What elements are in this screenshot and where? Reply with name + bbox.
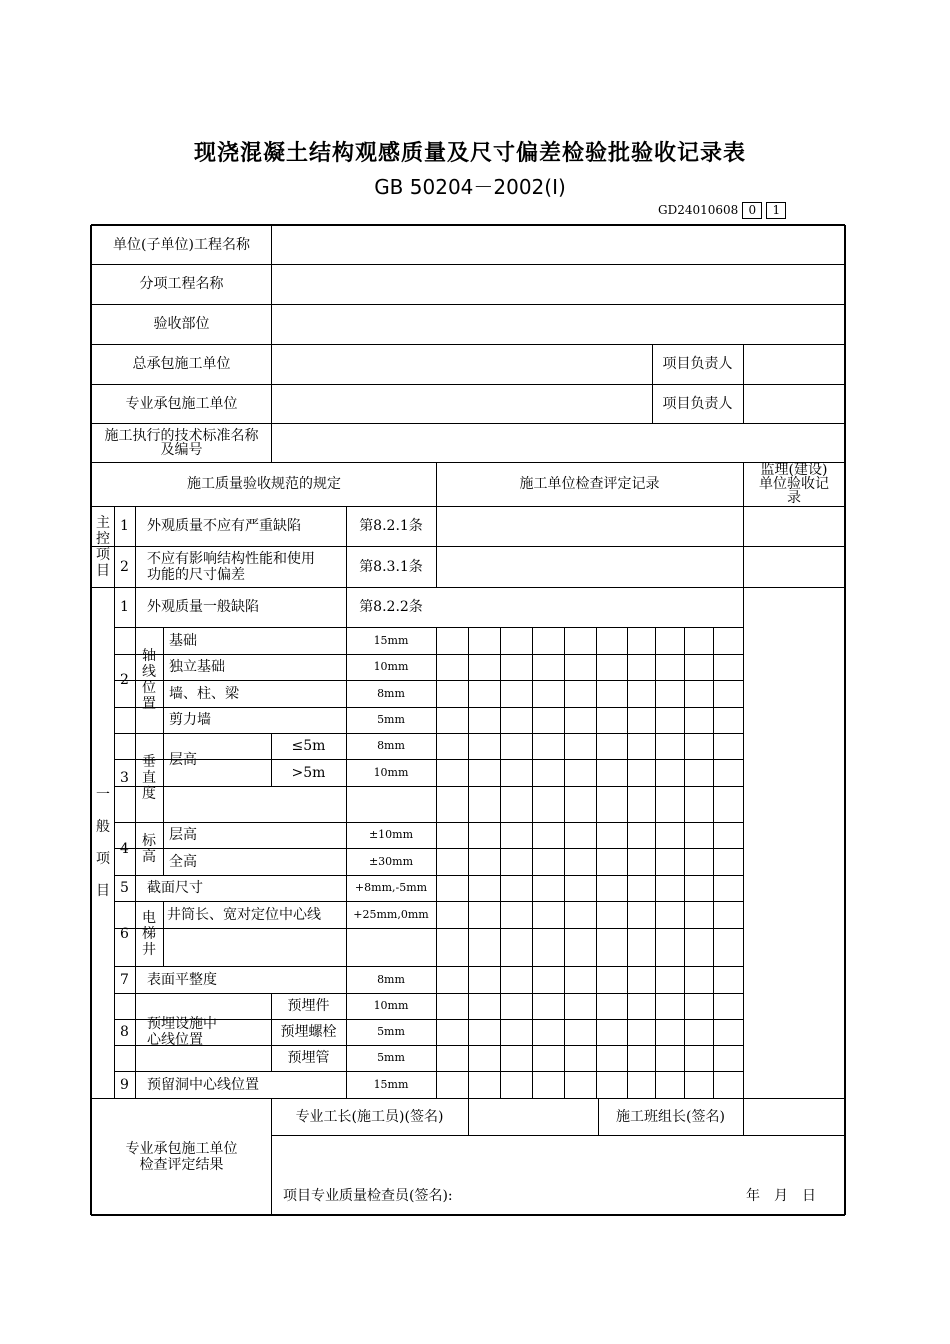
main-item-no: 2: [120, 558, 129, 575]
axis-row-tolerance: 5mm: [377, 713, 405, 726]
embedded-row-label: 预埋螺栓: [280, 1024, 337, 1040]
inspection-part-label: 验收部位: [153, 316, 210, 332]
general-contractor-label: 总承包施工单位: [132, 356, 231, 372]
general-items-group-label: 一 般 项 目: [96, 786, 110, 899]
axis-row-label: 墙、柱、梁: [169, 685, 239, 702]
general-item-no: 3: [120, 769, 129, 786]
verticality-tol-1: 8mm: [377, 739, 405, 752]
general-item-desc: 外观质量一般缺陷: [147, 599, 259, 615]
elevator-shaft-row-label: 井筒长、宽对定位中心线: [167, 906, 321, 923]
verticality-cond-2: >5m: [291, 764, 326, 781]
embedded-row-tolerance: 5mm: [377, 1025, 405, 1038]
general-item-no: 9: [120, 1076, 129, 1093]
elevation-label: 标 高: [142, 832, 156, 865]
main-items-group-label: 主 控 项 目: [96, 514, 110, 579]
axis-position-label: 轴 线 位 置: [142, 648, 156, 712]
general-item-no: 8: [120, 1024, 129, 1040]
elevation-row-tolerance: ±30mm: [368, 854, 414, 868]
main-item-no: 1: [120, 518, 129, 534]
embedded-row-tolerance: 10mm: [373, 999, 409, 1012]
technical-standard-label: 施工执行的技术标准名称 及编号: [104, 427, 259, 458]
verticality-cond-1: ≤5m: [291, 738, 326, 754]
project-manager-label: 项目负责人: [662, 356, 733, 372]
embedded-items-label: 预埋设施中 心线位置: [147, 1016, 217, 1048]
embedded-row-label: 预埋件: [287, 998, 330, 1014]
flatness-tolerance: 8mm: [377, 972, 405, 986]
team-leader-signature-label: 施工班组长(签名): [616, 1108, 725, 1125]
section-size-label: 截面尺寸: [147, 880, 203, 896]
axis-row-tolerance: 8mm: [377, 686, 405, 700]
general-item-no: 4: [120, 840, 129, 857]
general-item-no: 7: [120, 971, 129, 988]
flatness-label: 表面平整度: [147, 971, 217, 988]
main-item-desc: 外观质量不应有严重缺陷: [147, 518, 301, 534]
reserved-hole-label: 预留洞中心线位置: [147, 1076, 259, 1093]
axis-row-label: 独立基础: [169, 659, 225, 675]
main-item-ref: 第8.3.1条: [359, 558, 423, 575]
elevator-shaft-tolerance: +25mm,0mm: [353, 907, 429, 921]
spec-column-header: 施工质量验收规范的规定: [187, 476, 341, 492]
elevation-row-tolerance: ±10mm: [368, 828, 414, 841]
specialty-contractor-label: 专业承包施工单位: [125, 395, 238, 412]
verticality-tol-2: 10mm: [373, 765, 409, 779]
axis-row-label: 剪力墙: [169, 712, 211, 728]
main-item-ref: 第8.2.1条: [359, 518, 423, 534]
main-item-desc: 不应有影响结构性能和使用 功能的尺寸偏差: [147, 550, 315, 583]
general-item-no: 2: [120, 672, 129, 688]
project-manager-label-2: 项目负责人: [662, 395, 733, 412]
form-code-box-1[interactable]: 0: [742, 202, 762, 219]
project-name-label: 单位(子单位)工程名称: [113, 237, 250, 253]
standard-code: GB 50204－2002(Ⅰ): [374, 175, 566, 199]
form-code-box-2[interactable]: 1: [766, 202, 786, 219]
elevation-row-label: 层高: [169, 827, 197, 843]
supervision-column-header: 监理(建设) 单位验收记 录: [759, 462, 829, 506]
quality-inspector-signature-label: 项目专业质量检查员(签名):: [283, 1188, 453, 1204]
axis-row-tolerance: 15mm: [373, 633, 409, 647]
axis-row-label: 基础: [169, 632, 197, 649]
verticality-storey-label: 层高: [169, 751, 197, 768]
embedded-row-tolerance: 5mm: [377, 1051, 405, 1064]
reserved-hole-tolerance: 15mm: [373, 1077, 409, 1091]
elevator-shaft-label: 电 梯 井: [142, 909, 156, 958]
general-item-no: 5: [120, 880, 129, 896]
record-column-header: 施工单位检查评定记录: [519, 476, 660, 492]
elevation-row-label: 全高: [169, 853, 197, 870]
verticality-label: 垂 直 度: [142, 753, 156, 802]
foreman-signature-label: 专业工长(施工员)(签名): [295, 1108, 444, 1125]
sub-project-label: 分项工程名称: [139, 276, 224, 292]
general-item-ref: 第8.2.2条: [359, 599, 423, 615]
section-size-tolerance: +8mm,-5mm: [354, 881, 428, 894]
form-title: 现浇混凝土结构观感质量及尺寸偏差检验批验收记录表: [193, 141, 746, 166]
check-result-label: 专业承包施工单位 检查评定结果: [125, 1140, 238, 1173]
sign-date: 年 月 日: [746, 1188, 816, 1204]
embedded-row-label: 预埋管: [287, 1050, 330, 1066]
form-code-text: GD24010608: [658, 203, 739, 217]
general-item-no: 1: [120, 599, 129, 615]
general-item-no: 6: [120, 925, 129, 942]
axis-row-tolerance: 10mm: [373, 660, 409, 673]
